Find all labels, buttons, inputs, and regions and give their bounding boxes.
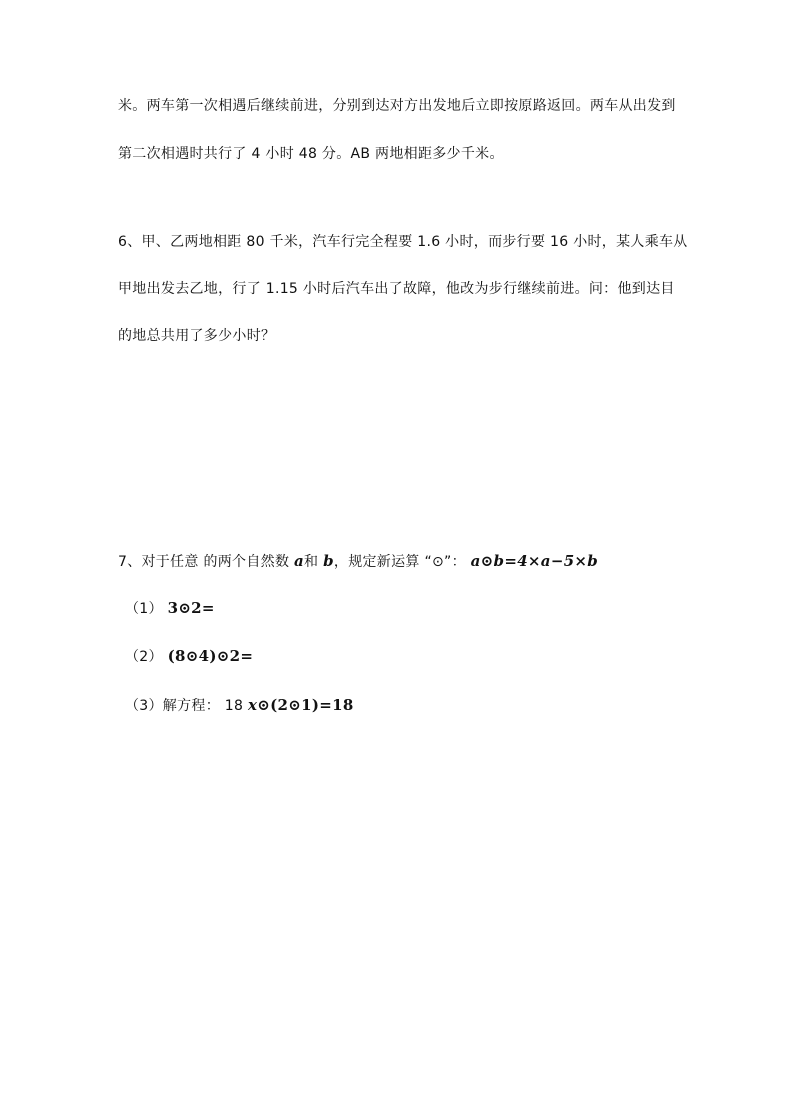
question-2	[125, 646, 253, 667]
question-3-prefix: 18	[224, 698, 244, 714]
question-1-expression: 3⊙2=	[167, 599, 215, 617]
problem-7-intro-suffix: ，规定新运算 “⊙”：	[333, 554, 471, 570]
variable-b: b	[323, 552, 334, 570]
question-3	[125, 695, 354, 716]
question-2-label: （2）	[125, 649, 163, 665]
question-3-label: （3）解方程：	[125, 698, 221, 714]
question-3-variable: x	[247, 696, 258, 714]
question-2-expression: (8⊙4)⊙2=	[167, 647, 254, 665]
problem-6-line-3: 的地总共用了多少小时？	[118, 328, 276, 344]
question-1-label: （1）	[125, 601, 163, 617]
problem-7-intro-prefix: 7、对于任意 的两个自然数	[118, 554, 295, 570]
variable-a: a	[294, 552, 305, 570]
problem-5-line-2: 第二次相遇时共行了 4 小时 48 分。AB 两地相距多少千米。	[118, 146, 504, 162]
problem-7-intro	[118, 551, 598, 572]
and-text: 和	[304, 554, 324, 570]
question-1	[125, 598, 215, 619]
operation-definition: a⊙b=4×a−5×b	[470, 552, 599, 570]
problem-5-line-1: 米。两车第一次相遇后继续前进，分别到达对方出发地后立即按原路返回。两车从出发到	[118, 98, 676, 114]
problem-6-line-1: 6、甲、乙两地相距 80 千米，汽车行完全程要 1.6 小时，而步行要 16 小时，某人乘车从	[118, 234, 688, 250]
question-3-expression: ⊙(2⊙1)=18	[257, 696, 354, 714]
problem-6-line-2: 甲地出发去乙地，行了 1.15 小时后汽车出了故障，他改为步行继续前进。问：他到达目	[118, 281, 675, 297]
